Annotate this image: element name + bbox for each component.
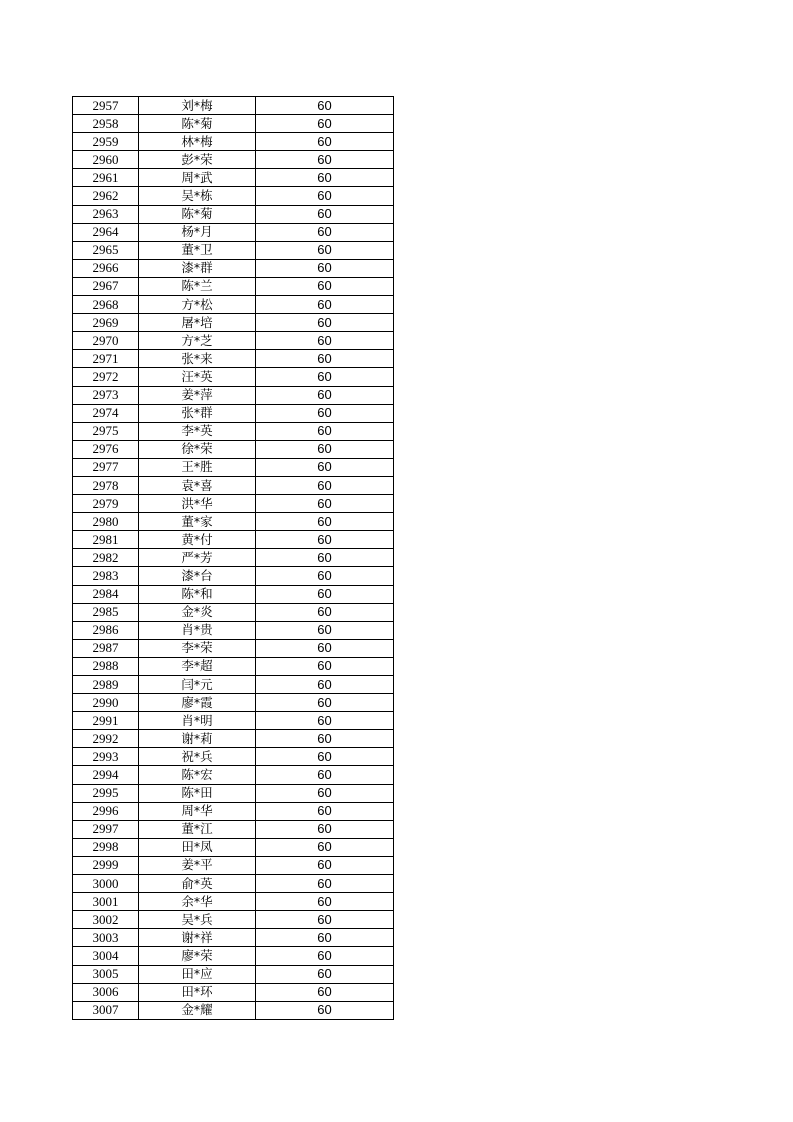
table-row xyxy=(73,368,394,386)
row-id-cell: 2971 xyxy=(73,350,139,368)
row-id-cell: 3000 xyxy=(73,875,139,893)
row-score-cell: 60 xyxy=(256,639,394,657)
row-name-cell: 田*凤 xyxy=(139,838,256,856)
table-row xyxy=(73,440,394,458)
row-id-cell: 2957 xyxy=(73,97,139,115)
row-id-cell: 2960 xyxy=(73,151,139,169)
table-row xyxy=(73,259,394,277)
table-row xyxy=(73,151,394,169)
row-score-cell: 60 xyxy=(256,549,394,567)
table-row xyxy=(73,332,394,350)
table-row xyxy=(73,205,394,223)
row-name-cell: 田*应 xyxy=(139,965,256,983)
row-name-cell: 彭*荣 xyxy=(139,151,256,169)
row-score-cell: 60 xyxy=(256,802,394,820)
table-row xyxy=(73,893,394,911)
row-name-cell: 张*群 xyxy=(139,404,256,422)
row-score-cell: 60 xyxy=(256,730,394,748)
row-score-cell: 60 xyxy=(256,531,394,549)
row-score-cell: 60 xyxy=(256,404,394,422)
row-score-cell: 60 xyxy=(256,513,394,531)
row-score-cell: 60 xyxy=(256,585,394,603)
row-name-cell: 陈*菊 xyxy=(139,115,256,133)
row-id-cell: 3007 xyxy=(73,1001,139,1019)
table-row xyxy=(73,585,394,603)
row-score-cell: 60 xyxy=(256,567,394,585)
row-score-cell: 60 xyxy=(256,748,394,766)
row-id-cell: 2989 xyxy=(73,676,139,694)
row-name-cell: 廖*霞 xyxy=(139,694,256,712)
row-name-cell: 林*梅 xyxy=(139,133,256,151)
row-score-cell: 60 xyxy=(256,97,394,115)
data-table xyxy=(72,96,394,1020)
table-row xyxy=(73,422,394,440)
row-id-cell: 2998 xyxy=(73,838,139,856)
table-row xyxy=(73,929,394,947)
row-id-cell: 2961 xyxy=(73,169,139,187)
table-row xyxy=(73,694,394,712)
row-name-cell: 严*芳 xyxy=(139,549,256,567)
table-row xyxy=(73,350,394,368)
table-row xyxy=(73,820,394,838)
row-id-cell: 2982 xyxy=(73,549,139,567)
row-id-cell: 3001 xyxy=(73,893,139,911)
table-row xyxy=(73,838,394,856)
row-score-cell: 60 xyxy=(256,838,394,856)
table-row xyxy=(73,1001,394,1019)
row-id-cell: 2995 xyxy=(73,784,139,802)
table-row xyxy=(73,296,394,314)
row-id-cell: 2978 xyxy=(73,476,139,494)
row-name-cell: 金*炎 xyxy=(139,603,256,621)
row-name-cell: 祝*兵 xyxy=(139,748,256,766)
row-id-cell: 2994 xyxy=(73,766,139,784)
row-id-cell: 2964 xyxy=(73,223,139,241)
row-name-cell: 金*耀 xyxy=(139,1001,256,1019)
row-score-cell: 60 xyxy=(256,911,394,929)
row-name-cell: 袁*喜 xyxy=(139,476,256,494)
table-row xyxy=(73,223,394,241)
row-id-cell: 2966 xyxy=(73,259,139,277)
row-name-cell: 肖*贵 xyxy=(139,621,256,639)
table-row xyxy=(73,531,394,549)
row-name-cell: 汪*英 xyxy=(139,368,256,386)
row-score-cell: 60 xyxy=(256,115,394,133)
row-name-cell: 田*环 xyxy=(139,983,256,1001)
row-id-cell: 2981 xyxy=(73,531,139,549)
row-score-cell: 60 xyxy=(256,259,394,277)
row-id-cell: 2996 xyxy=(73,802,139,820)
row-name-cell: 徐*荣 xyxy=(139,440,256,458)
row-score-cell: 60 xyxy=(256,169,394,187)
row-id-cell: 2992 xyxy=(73,730,139,748)
row-score-cell: 60 xyxy=(256,422,394,440)
table-row xyxy=(73,567,394,585)
row-score-cell: 60 xyxy=(256,350,394,368)
row-id-cell: 2988 xyxy=(73,657,139,675)
row-score-cell: 60 xyxy=(256,983,394,1001)
row-score-cell: 60 xyxy=(256,712,394,730)
row-score-cell: 60 xyxy=(256,133,394,151)
table-row xyxy=(73,784,394,802)
row-name-cell: 陈*兰 xyxy=(139,277,256,295)
row-name-cell: 董*江 xyxy=(139,820,256,838)
row-score-cell: 60 xyxy=(256,603,394,621)
table-row xyxy=(73,187,394,205)
row-id-cell: 2997 xyxy=(73,820,139,838)
row-id-cell: 2990 xyxy=(73,694,139,712)
row-score-cell: 60 xyxy=(256,766,394,784)
row-name-cell: 李*荣 xyxy=(139,639,256,657)
row-id-cell: 3002 xyxy=(73,911,139,929)
row-id-cell: 2984 xyxy=(73,585,139,603)
row-score-cell: 60 xyxy=(256,296,394,314)
row-id-cell: 2980 xyxy=(73,513,139,531)
table-row xyxy=(73,549,394,567)
row-id-cell: 2986 xyxy=(73,621,139,639)
row-score-cell: 60 xyxy=(256,476,394,494)
row-name-cell: 漆*群 xyxy=(139,259,256,277)
row-name-cell: 姜*萍 xyxy=(139,386,256,404)
row-name-cell: 陈*田 xyxy=(139,784,256,802)
row-name-cell: 谢*莉 xyxy=(139,730,256,748)
row-name-cell: 吴*栋 xyxy=(139,187,256,205)
row-score-cell: 60 xyxy=(256,875,394,893)
row-score-cell: 60 xyxy=(256,893,394,911)
row-name-cell: 杨*月 xyxy=(139,223,256,241)
table-row xyxy=(73,476,394,494)
row-name-cell: 吴*兵 xyxy=(139,911,256,929)
row-name-cell: 姜*平 xyxy=(139,856,256,874)
row-score-cell: 60 xyxy=(256,947,394,965)
table-row xyxy=(73,603,394,621)
row-name-cell: 陈*宏 xyxy=(139,766,256,784)
row-id-cell: 2962 xyxy=(73,187,139,205)
row-name-cell: 俞*英 xyxy=(139,875,256,893)
row-score-cell: 60 xyxy=(256,332,394,350)
table-row xyxy=(73,748,394,766)
row-name-cell: 王*胜 xyxy=(139,458,256,476)
row-id-cell: 2993 xyxy=(73,748,139,766)
row-id-cell: 2958 xyxy=(73,115,139,133)
row-score-cell: 60 xyxy=(256,965,394,983)
table-row xyxy=(73,133,394,151)
row-score-cell: 60 xyxy=(256,241,394,259)
row-score-cell: 60 xyxy=(256,856,394,874)
row-score-cell: 60 xyxy=(256,676,394,694)
row-score-cell: 60 xyxy=(256,820,394,838)
row-id-cell: 2979 xyxy=(73,495,139,513)
row-score-cell: 60 xyxy=(256,458,394,476)
row-name-cell: 李*英 xyxy=(139,422,256,440)
row-name-cell: 黄*付 xyxy=(139,531,256,549)
row-score-cell: 60 xyxy=(256,657,394,675)
row-name-cell: 张*来 xyxy=(139,350,256,368)
row-score-cell: 60 xyxy=(256,495,394,513)
row-name-cell: 洪*华 xyxy=(139,495,256,513)
table-row xyxy=(73,802,394,820)
row-name-cell: 陈*和 xyxy=(139,585,256,603)
row-name-cell: 陈*菊 xyxy=(139,205,256,223)
table-row xyxy=(73,314,394,332)
row-id-cell: 2975 xyxy=(73,422,139,440)
row-id-cell: 2985 xyxy=(73,603,139,621)
row-score-cell: 60 xyxy=(256,621,394,639)
table-row xyxy=(73,404,394,422)
row-id-cell: 2970 xyxy=(73,332,139,350)
row-name-cell: 漆*台 xyxy=(139,567,256,585)
table-row xyxy=(73,965,394,983)
row-score-cell: 60 xyxy=(256,368,394,386)
row-score-cell: 60 xyxy=(256,929,394,947)
table-row xyxy=(73,947,394,965)
row-id-cell: 2969 xyxy=(73,314,139,332)
row-id-cell: 2983 xyxy=(73,567,139,585)
row-id-cell: 2967 xyxy=(73,277,139,295)
row-score-cell: 60 xyxy=(256,223,394,241)
table-row xyxy=(73,495,394,513)
row-name-cell: 刘*梅 xyxy=(139,97,256,115)
table-row xyxy=(73,983,394,1001)
row-id-cell: 2991 xyxy=(73,712,139,730)
row-name-cell: 董*家 xyxy=(139,513,256,531)
table-row xyxy=(73,169,394,187)
row-name-cell: 周*华 xyxy=(139,802,256,820)
row-id-cell: 2987 xyxy=(73,639,139,657)
row-id-cell: 2959 xyxy=(73,133,139,151)
row-score-cell: 60 xyxy=(256,440,394,458)
row-name-cell: 方*松 xyxy=(139,296,256,314)
row-score-cell: 60 xyxy=(256,151,394,169)
row-id-cell: 2974 xyxy=(73,404,139,422)
table-row xyxy=(73,639,394,657)
table-row xyxy=(73,115,394,133)
row-score-cell: 60 xyxy=(256,205,394,223)
table-row xyxy=(73,856,394,874)
row-id-cell: 3003 xyxy=(73,929,139,947)
row-score-cell: 60 xyxy=(256,1001,394,1019)
row-score-cell: 60 xyxy=(256,386,394,404)
table-row xyxy=(73,513,394,531)
row-id-cell: 2973 xyxy=(73,386,139,404)
row-score-cell: 60 xyxy=(256,784,394,802)
row-id-cell: 2965 xyxy=(73,241,139,259)
table-row xyxy=(73,241,394,259)
row-name-cell: 谢*祥 xyxy=(139,929,256,947)
row-id-cell: 3006 xyxy=(73,983,139,1001)
row-id-cell: 2976 xyxy=(73,440,139,458)
row-name-cell: 肖*明 xyxy=(139,712,256,730)
row-name-cell: 方*芝 xyxy=(139,332,256,350)
table-row xyxy=(73,97,394,115)
table-row xyxy=(73,621,394,639)
row-score-cell: 60 xyxy=(256,694,394,712)
row-id-cell: 3004 xyxy=(73,947,139,965)
table-row xyxy=(73,458,394,476)
row-score-cell: 60 xyxy=(256,187,394,205)
row-name-cell: 廖*荣 xyxy=(139,947,256,965)
row-name-cell: 董*卫 xyxy=(139,241,256,259)
table-row xyxy=(73,911,394,929)
row-id-cell: 2999 xyxy=(73,856,139,874)
table-row xyxy=(73,766,394,784)
row-id-cell: 3005 xyxy=(73,965,139,983)
table-row xyxy=(73,386,394,404)
table-row xyxy=(73,277,394,295)
table-row xyxy=(73,676,394,694)
row-name-cell: 闫*元 xyxy=(139,676,256,694)
row-id-cell: 2977 xyxy=(73,458,139,476)
row-id-cell: 2963 xyxy=(73,205,139,223)
table-row xyxy=(73,875,394,893)
row-id-cell: 2968 xyxy=(73,296,139,314)
table-row xyxy=(73,657,394,675)
row-name-cell: 余*华 xyxy=(139,893,256,911)
row-score-cell: 60 xyxy=(256,277,394,295)
row-name-cell: 屠*培 xyxy=(139,314,256,332)
row-name-cell: 周*武 xyxy=(139,169,256,187)
table-row xyxy=(73,712,394,730)
row-score-cell: 60 xyxy=(256,314,394,332)
table-body xyxy=(73,97,394,1020)
row-id-cell: 2972 xyxy=(73,368,139,386)
table-row xyxy=(73,730,394,748)
row-name-cell: 李*超 xyxy=(139,657,256,675)
